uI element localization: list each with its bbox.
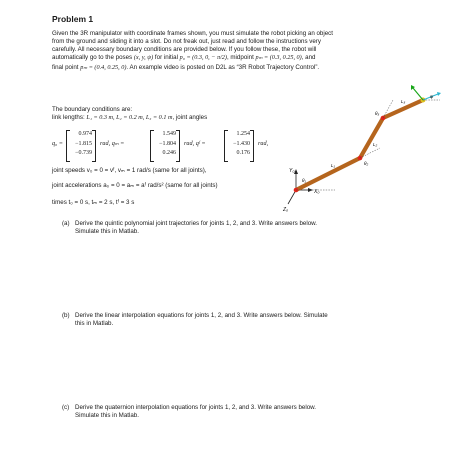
part-b-line-2: this in Matlab. bbox=[75, 320, 114, 327]
link-2 bbox=[360, 118, 383, 158]
q0-vector bbox=[66, 130, 96, 159]
part-c-line-2: Simulate this in Matlab. bbox=[75, 412, 139, 419]
part-c-label: (c) bbox=[62, 404, 70, 411]
bc-text: link lengths: bbox=[52, 114, 87, 121]
x0-label: X₀ bbox=[314, 189, 320, 195]
rad-tail: rad, bbox=[258, 140, 269, 147]
mid-pose: pₘ = (0.3, 0.25, 0) bbox=[255, 54, 302, 61]
bc-times: times t₀ = 0 s, tₘ = 2 s, tᶠ = 3 s bbox=[52, 199, 135, 206]
bc-joint-speeds: joint speeds v₀ = 0 = vᶠ, vₘ = 1 rad/s (same for all joints), bbox=[52, 167, 207, 174]
z0-label: Z₀ bbox=[283, 207, 289, 213]
q0-cell: 0.974 bbox=[78, 131, 92, 137]
bc-heading: The boundary conditions are: bbox=[52, 106, 133, 113]
intro-line-2: from the ground and sliding it into a slot. Do not freak out, just read and follow the instructions very bbox=[52, 38, 321, 45]
initial-pose: p₀ = (0.3, 0, − π/2) bbox=[179, 54, 227, 61]
qm-label: rad, qₘ = bbox=[100, 140, 125, 147]
intro-line-5 bbox=[52, 64, 319, 72]
intro-line-1: Given the 3R manipulator with coordinate frames shown, you must simulate the robot picking an object bbox=[52, 30, 333, 37]
qm-cell: 0.246 bbox=[162, 150, 176, 157]
psi-label: ψ bbox=[430, 94, 434, 99]
bc-text: , joint angles bbox=[172, 114, 208, 121]
intro-text: for initial bbox=[153, 54, 180, 61]
part-a-line-1: Derive the quintic polynomial joint trajectories for joints 1, 2, and 3. Write answers below. bbox=[75, 220, 318, 227]
q0-label: q₀ = bbox=[52, 140, 63, 147]
link-lengths-value: L₁ = 0.3 m, L₂ = 0.2 m, L₃ = 0.1 m bbox=[86, 114, 173, 121]
ee-y-axis bbox=[413, 88, 423, 100]
ee-x-arrow bbox=[437, 92, 441, 96]
pose-tuple: (x, y, ψ) bbox=[133, 54, 154, 61]
intro-text: automatically go to the poses bbox=[52, 54, 134, 61]
bc-link-lengths bbox=[52, 114, 207, 122]
intro-text: , and bbox=[301, 54, 316, 61]
qm-vector bbox=[150, 130, 180, 159]
part-b-line-1: Derive the linear interpolation equations for joints 1, 2, and 3. Write answers below. Simulate bbox=[75, 312, 328, 319]
qf-label: rad, qᶠ = bbox=[184, 140, 206, 147]
theta1-label: θ₁ bbox=[302, 178, 306, 183]
robot-figure bbox=[280, 80, 474, 225]
q0-cell: −0.739 bbox=[75, 150, 92, 157]
problem-title: Problem 1 bbox=[52, 14, 94, 24]
bc-joint-accelerations: joint accelerations a₀ = 0 = aₘ = aᶠ rad/s² (same for all joints) bbox=[52, 182, 218, 189]
part-c-line-1: Derive the quaternion interpolation equations for joints 1, 2, and 3. Write answers below. bbox=[75, 404, 316, 411]
part-b-label: (b) bbox=[62, 312, 70, 319]
qm-cell: 1.549 bbox=[162, 131, 176, 137]
q0-cell: −1.815 bbox=[75, 140, 92, 147]
intro-text: final point bbox=[52, 64, 81, 71]
part-a-line-2: Simulate this in Matlab. bbox=[75, 228, 139, 235]
z0-axis bbox=[288, 190, 296, 204]
link-1 bbox=[296, 158, 360, 190]
qf-cell: −1.430 bbox=[233, 140, 250, 147]
intro-text: , midpoint bbox=[226, 54, 256, 61]
y0-label: Y₀ bbox=[289, 168, 295, 174]
qf-cell: 0.176 bbox=[236, 150, 250, 157]
theta2-label: θ₂ bbox=[364, 161, 369, 166]
qf-cell: 1.254 bbox=[236, 131, 250, 137]
intro-line-3: carefully. All necessary boundary conditions are provided below. If you follow these, the robot will bbox=[52, 46, 317, 53]
intro-text: . An example video is posted on D2L as “3R Robot Trajectory Control”. bbox=[126, 64, 320, 71]
part-a-label: (a) bbox=[62, 220, 70, 227]
theta3-label: θ₃ bbox=[375, 111, 380, 116]
l3-label: L₃ bbox=[401, 99, 406, 104]
qf-vector bbox=[224, 130, 254, 159]
y0-arrow bbox=[294, 169, 298, 174]
final-pose: pₘ = (0.4, 0.25, 0) bbox=[80, 64, 127, 71]
qm-cell: −1.804 bbox=[159, 140, 176, 147]
l1-label: L₁ bbox=[331, 163, 335, 168]
l2-label: L₂ bbox=[373, 142, 378, 147]
intro-line-4 bbox=[52, 54, 315, 62]
